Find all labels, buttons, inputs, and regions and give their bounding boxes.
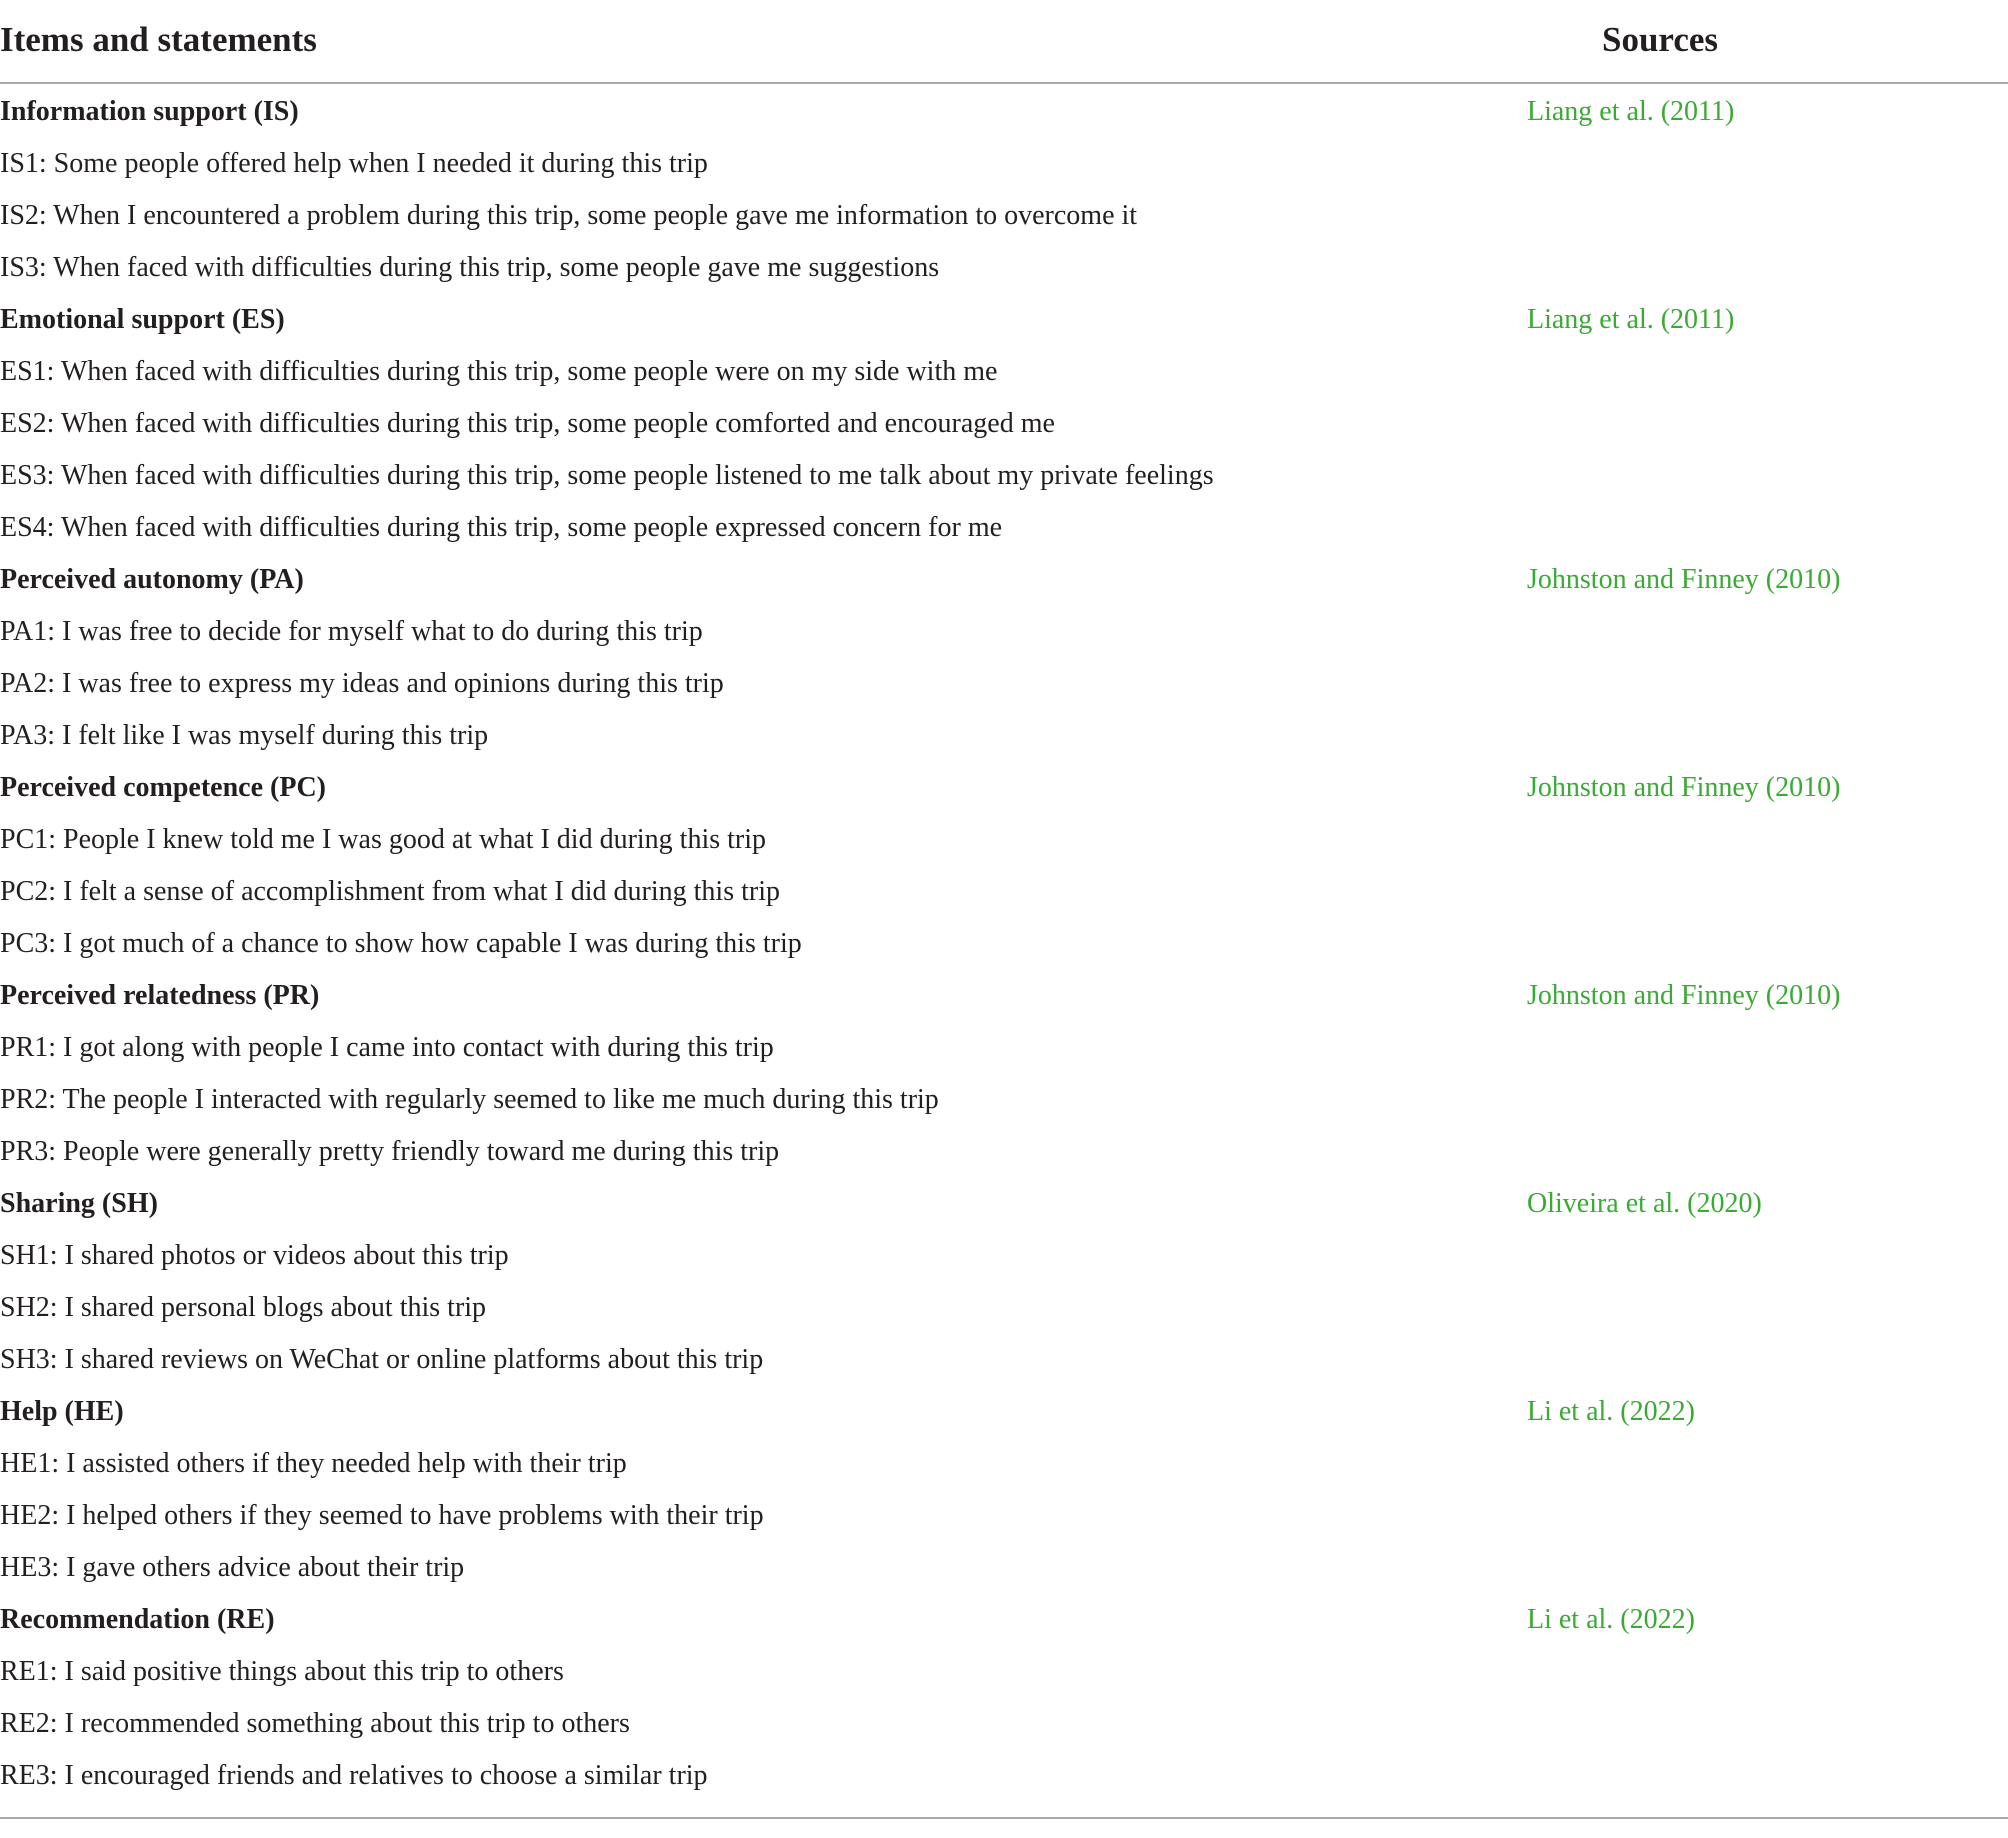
item-statement: SH1: I shared photos or videos about this trip — [0, 1240, 509, 1271]
table-row — [0, 1127, 2008, 1179]
item-statement: PA3: I felt like I was myself during this trip — [0, 720, 489, 751]
item-statement: IS1: Some people offered help when I needed it during this trip — [0, 148, 708, 179]
item-statement: ES1: When faced with difficulties during this trip, some people were on my side with me — [0, 356, 998, 387]
table-row — [0, 919, 2008, 971]
item-statement: ES2: When faced with difficulties during this trip, some people comforted and encouraged me — [0, 408, 1055, 439]
source-citation-link[interactable]: Li et al. (2022) — [1527, 1604, 1695, 1635]
source-citation-link[interactable]: Liang et al. (2011) — [1527, 96, 1735, 127]
source-citation-link[interactable]: Oliveira et al. (2020) — [1527, 1188, 1762, 1219]
group-title: Sharing (SH) — [0, 1188, 158, 1219]
group-row — [0, 971, 2008, 1023]
item-statement: HE3: I gave others advice about their trip — [0, 1552, 465, 1583]
table-row — [0, 347, 2008, 399]
item-statement: PR1: I got along with people I came into contact with during this trip — [0, 1032, 774, 1063]
group-title: Perceived competence (PC) — [0, 772, 326, 803]
item-statement: SH2: I shared personal blogs about this trip — [0, 1292, 487, 1323]
group-row — [0, 87, 2008, 139]
group-row — [0, 295, 2008, 347]
item-statement: SH3: I shared reviews on WeChat or online platforms about this trip — [0, 1344, 764, 1375]
table-row — [0, 1283, 2008, 1335]
group-row — [0, 555, 2008, 607]
header-sources: Sources — [1602, 20, 1719, 59]
item-statement: HE2: I helped others if they seemed to have problems with their trip — [0, 1500, 764, 1531]
source-citation-link[interactable]: Johnston and Finney (2010) — [1527, 980, 1841, 1011]
group-row — [0, 763, 2008, 815]
item-statement: IS3: When faced with difficulties during this trip, some people gave me suggestions — [0, 252, 940, 283]
table-row — [0, 1023, 2008, 1075]
item-statement: ES3: When faced with difficulties during this trip, some people listened to me talk about my private feelings — [0, 460, 1214, 491]
source-citation-link[interactable]: Johnston and Finney (2010) — [1527, 564, 1841, 595]
group-title: Perceived relatedness (PR) — [0, 980, 320, 1011]
table-row — [0, 503, 2008, 555]
group-row — [0, 1387, 2008, 1439]
item-statement: PC3: I got much of a chance to show how capable I was during this trip — [0, 928, 802, 959]
table-body — [0, 84, 2008, 1803]
item-statement: RE1: I said positive things about this trip to others — [0, 1656, 564, 1687]
table-row — [0, 1543, 2008, 1595]
group-row — [0, 1179, 2008, 1231]
table-row — [0, 1231, 2008, 1283]
table-row — [0, 659, 2008, 711]
table-row — [0, 1751, 2008, 1803]
table-header-row — [0, 0, 2008, 84]
source-citation-link[interactable]: Johnston and Finney (2010) — [1527, 772, 1841, 803]
table-row — [0, 139, 2008, 191]
item-statement: PR3: People were generally pretty friendly toward me during this trip — [0, 1136, 780, 1167]
table-row — [0, 1699, 2008, 1751]
item-statement: PR2: The people I interacted with regularly seemed to like me much during this trip — [0, 1084, 939, 1115]
item-statement: PC1: People I knew told me I was good at what I did during this trip — [0, 824, 767, 855]
table-row — [0, 711, 2008, 763]
table-row — [0, 815, 2008, 867]
table-row — [0, 191, 2008, 243]
group-title: Help (HE) — [0, 1396, 124, 1427]
item-statement: PA2: I was free to express my ideas and opinions during this trip — [0, 668, 724, 699]
item-statement: PA1: I was free to decide for myself what to do during this trip — [0, 616, 703, 647]
item-statement: ES4: When faced with difficulties during this trip, some people expressed concern for me — [0, 512, 1003, 543]
table-bottom-rule — [0, 1817, 2008, 1819]
item-statement: HE1: I assisted others if they needed help with their trip — [0, 1448, 627, 1479]
group-title: Emotional support (ES) — [0, 304, 285, 335]
header-items-and-statements: Items and statements — [0, 20, 317, 59]
table-row — [0, 451, 2008, 503]
table-row — [0, 243, 2008, 295]
table-row — [0, 607, 2008, 659]
item-statement: RE2: I recommended something about this trip to others — [0, 1708, 630, 1739]
item-statement: PC2: I felt a sense of accomplishment from what I did during this trip — [0, 876, 780, 907]
item-statement: IS2: When I encountered a problem during this trip, some people gave me information to overcome it — [0, 200, 1138, 231]
group-title: Perceived autonomy (PA) — [0, 564, 304, 595]
source-citation-link[interactable]: Li et al. (2022) — [1527, 1396, 1695, 1427]
source-citation-link[interactable]: Liang et al. (2011) — [1527, 304, 1735, 335]
group-row — [0, 1595, 2008, 1647]
table-row — [0, 867, 2008, 919]
table-row — [0, 1647, 2008, 1699]
group-title: Information support (IS) — [0, 96, 299, 127]
table-row — [0, 1439, 2008, 1491]
table-row — [0, 399, 2008, 451]
table-row — [0, 1075, 2008, 1127]
group-title: Recommendation (RE) — [0, 1604, 275, 1635]
table-row — [0, 1335, 2008, 1387]
item-statement: RE3: I encouraged friends and relatives to choose a similar trip — [0, 1760, 708, 1791]
table-row — [0, 1491, 2008, 1543]
